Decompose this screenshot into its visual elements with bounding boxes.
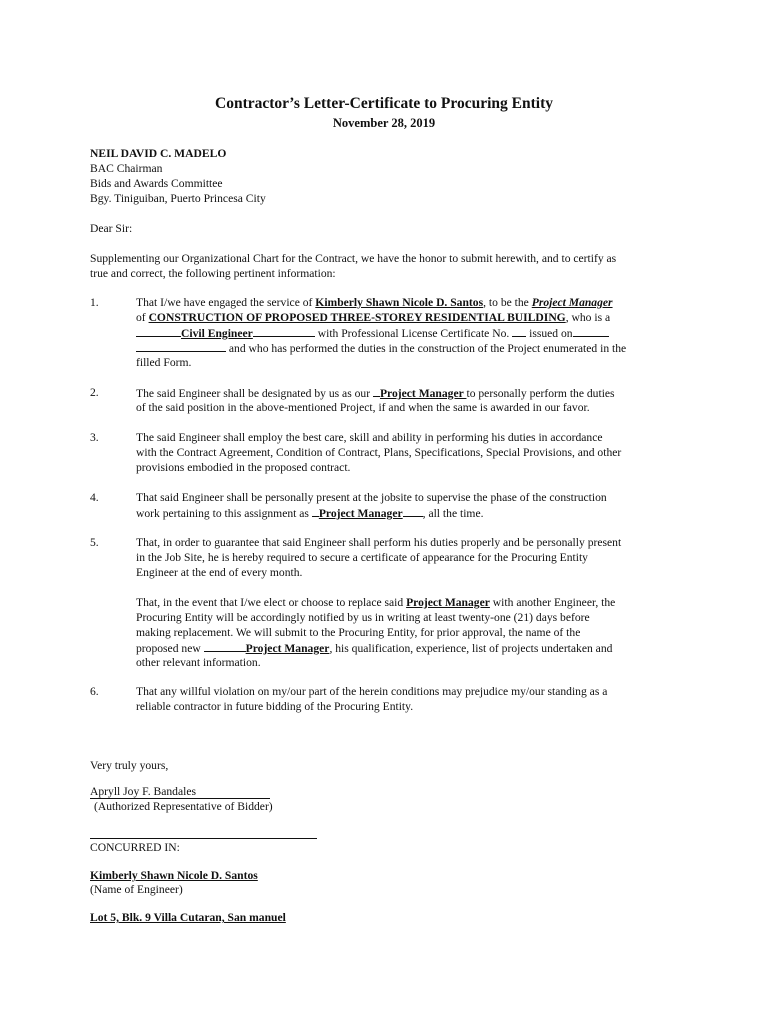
engineer-name-inline: Kimberly Shawn Nicole D. Santos — [315, 296, 484, 309]
item-1-text: , to be the — [483, 296, 532, 309]
role-inline: Project Manager — [318, 507, 403, 520]
salutation: Dear Sir: — [90, 222, 133, 235]
role-inline: Project Manager — [531, 296, 613, 309]
item-1-text: with Professional License Certificate No. — [314, 327, 513, 340]
item-5-para-2-line-4 — [136, 640, 612, 656]
addressee-name: NEIL DAVID C. MADELO — [90, 147, 227, 160]
item-2-line-1 — [136, 385, 615, 401]
signatory-caption: (Authorized Representative of Bidder) — [94, 800, 273, 813]
item-6-number: 6. — [90, 685, 99, 698]
addressee-office: Bids and Awards Committee — [90, 177, 223, 190]
item-3-line-1: The said Engineer shall employ the best care, skill and ability in performing his duties in accordance — [136, 431, 603, 444]
blank-line — [312, 505, 319, 517]
item-5-text: That, in the event that I/we elect or choose to replace said — [136, 596, 407, 609]
blank-line — [204, 640, 246, 652]
item-5-text: proposed new — [136, 642, 204, 655]
item-1-line-4 — [136, 340, 626, 356]
intro-line-2: true and correct, the following pertinent information: — [90, 267, 336, 280]
item-1-text: That I/we have engaged the service of — [136, 296, 316, 309]
profession: Civil Engineer — [181, 327, 253, 340]
item-2-text: to personally perform the duties — [466, 387, 615, 400]
item-1-line-2 — [136, 310, 610, 325]
item-1-line-5: filled Form. — [136, 356, 192, 369]
item-3-line-2: with the Contract Agreement, Condition of Contract, Plans, Specifications, Special Provisions, and other — [136, 446, 622, 459]
engineer-address: Lot 5, Blk. 9 Villa Cutaran, San manuel — [90, 911, 286, 924]
item-4-text: work pertaining to this assignment as — [136, 507, 312, 520]
blank-line — [403, 505, 423, 517]
item-6-line-1: That any willful violation on my/our part of the herein conditions may prejudice my/our standing as a — [136, 685, 608, 698]
item-5-para-2-line-1 — [136, 595, 615, 610]
engineer-name: Kimberly Shawn Nicole D. Santos — [90, 869, 258, 882]
blank-line — [136, 325, 181, 337]
item-2-line-2: of the said position in the above-mentioned Project, if and when the same is awarded in our favor. — [136, 401, 590, 414]
role-inline: Project Manager — [245, 642, 330, 655]
valediction: Very truly yours, — [90, 759, 169, 772]
item-1-number: 1. — [90, 296, 99, 309]
item-5-text: , his qualification, experience, list of projects undertaken and — [329, 642, 613, 655]
engineer-caption: (Name of Engineer) — [90, 883, 183, 896]
letter-title: Contractor’s Letter-Certificate to Procuring Entity — [215, 95, 553, 112]
blank-line — [373, 385, 380, 397]
item-5-line-3: Engineer at the end of every month. — [136, 566, 303, 579]
item-3-line-3: provisions embodied in the proposed contract. — [136, 461, 351, 474]
concurred-label: CONCURRED IN: — [90, 841, 180, 854]
addressee-position: BAC Chairman — [90, 162, 163, 175]
project-name: CONSTRUCTION OF PROPOSED THREE-STOREY RESIDENTIAL BUILDING — [148, 311, 566, 324]
concurrence-signature-line — [90, 838, 317, 839]
item-1-text: and who has performed the duties in the construction of the Project enumerated in the — [226, 342, 627, 355]
item-5-number: 5. — [90, 536, 99, 549]
item-1-line-1 — [136, 295, 613, 310]
role-inline: Project Manager — [379, 387, 467, 400]
signatory-name: Apryll Joy F. Bandales — [90, 785, 196, 798]
intro-line-1: Supplementing our Organizational Chart for the Contract, we have the honor to submit herewith, and to certify as — [90, 252, 617, 265]
letter-date: November 28, 2019 — [332, 116, 436, 130]
item-4-number: 4. — [90, 491, 99, 504]
item-1-line-3 — [136, 325, 609, 341]
license-number-blank — [512, 325, 526, 337]
item-4-line-1: That said Engineer shall be personally present at the jobsite to supervise the phase of the construction — [136, 491, 607, 504]
item-6-line-2: reliable contractor in future bidding of the Procuring Entity. — [136, 700, 414, 713]
item-5-text: with another Engineer, the — [489, 596, 616, 609]
item-1-text: , who is a — [565, 311, 611, 324]
item-5-line-2: in the Job Site, he is hereby required to secure a certificate of appearance for the Procuring Entity — [136, 551, 588, 564]
item-2-text: The said Engineer shall be designated by us as our — [136, 387, 373, 400]
item-1-text: issued on — [526, 327, 573, 340]
role-inline: Project Manager — [406, 596, 490, 609]
item-5-para-2-line-5: other relevant information. — [136, 656, 261, 669]
blank-line — [253, 325, 315, 337]
item-5-line-1: That, in order to guarantee that said Engineer shall perform his duties properly and be personally present — [136, 536, 622, 549]
item-5-para-2-line-3: making replacement. We will submit to the Procuring Entity, for prior approval, the name of the — [136, 626, 581, 639]
item-1-text: of — [136, 311, 149, 324]
item-3-number: 3. — [90, 431, 99, 444]
item-2-number: 2. — [90, 386, 99, 399]
issue-date-blank-2 — [136, 340, 226, 352]
issue-date-blank — [573, 325, 609, 337]
item-4-line-2 — [136, 505, 484, 521]
addressee-address: Bgy. Tiniguiban, Puerto Princesa City — [90, 192, 266, 205]
item-4-text: , all the time. — [422, 507, 484, 520]
item-5-para-2-line-2: Procuring Entity will be accordingly notified by us in writing at least twenty-one (21) days before — [136, 611, 590, 624]
